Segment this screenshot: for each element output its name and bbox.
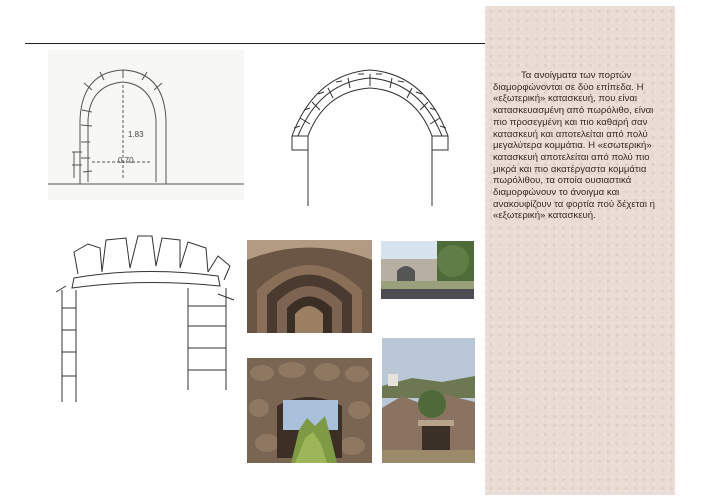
title-rule — [25, 43, 505, 44]
description-text: Τα ανοίγματα των πορτών διαμορφώνονται σε δύο επίπεδα. Η «εξωτερική» κατασκευή, που είναι κατασκευασμένη από πωρόλιθο, είναι πιο προσεγμένη και πιο καθαρή σαν κατασκευή και αποτελείται από πολύ μεγαλύτερα κομμάτια. Η «εσωτερική» κατασκευή αποτελείται από πολύ πιο μικρά και πιο ακατέργαστα κομμάτια πωρόλιθου, τα οποία ουσιαστικά διαμορφώνουν το άνοιγμα και ανακουφίζουν τα φορτία πού δέχεται η «εξωτερική» κατασκευή. — [493, 70, 656, 222]
photo-arched-structure — [381, 241, 474, 299]
photo-stone-arches — [247, 240, 372, 333]
width-label: 0.70 — [118, 156, 134, 165]
arch-outline-drawing — [270, 66, 470, 206]
description-panel — [485, 6, 675, 495]
height-label: 1.83 — [128, 130, 144, 139]
arch-sketch-dimensions — [48, 50, 244, 200]
lintel-door-drawing — [48, 230, 240, 402]
photo-wall-opening — [247, 358, 372, 463]
photo-ruined-doorway — [382, 338, 475, 463]
